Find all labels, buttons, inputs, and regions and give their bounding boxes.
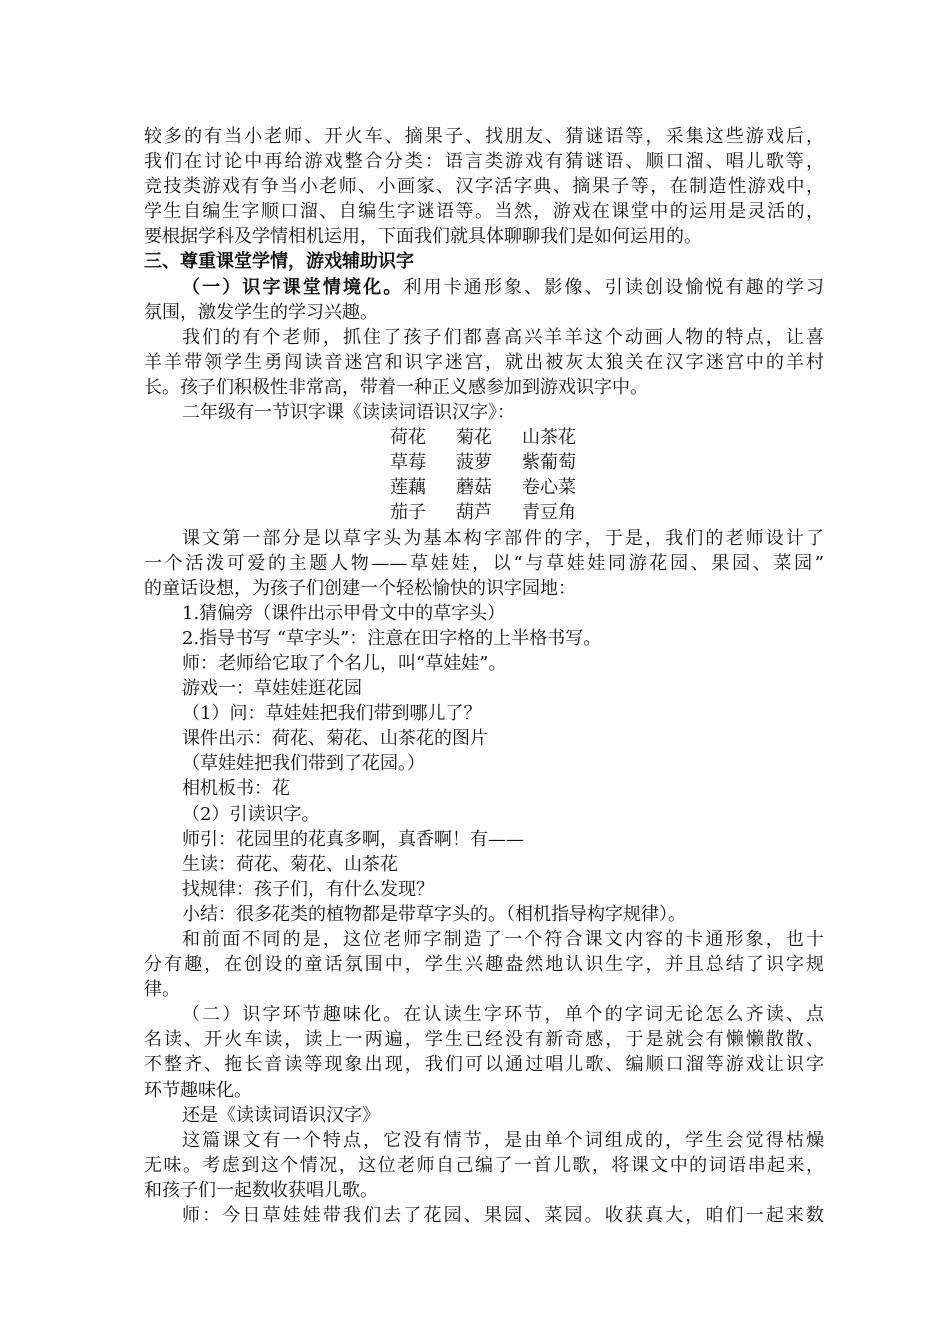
text-line: 师：今日草娃娃带我们去了花园、果园、菜园。收获真大，咱们一起来数 (182, 1205, 824, 1227)
subsection-title: （一）识字课堂情境化。 (182, 276, 404, 298)
subsection-line (144, 275, 824, 300)
text-line: 长。孩子们积极性非常高，带着一种正义感参加到游戏识字中。 (144, 376, 648, 398)
text-line: 名读、开火车读，读上一两遍，学生已经没有新奇感，于是就会有懒懒散散、 (144, 1029, 824, 1051)
text-line: 分有趣，在创设的童话氛围中，学生兴趣盎然地认识生字，并且总结了识字规 (144, 954, 824, 976)
vocab-word: 莲藕 (390, 477, 426, 499)
step-line: 生读：荷花、菊花、山茶花 (182, 853, 398, 875)
text-line: 氛围，激发学生的学习兴趣。 (144, 301, 378, 323)
text-line: 一个活泼可爱的主题人物——草娃娃，以“与草娃娃同游花园、果园、菜园” (144, 552, 824, 574)
text-line: 这篇课文有一个特点，它没有情节，是由单个词组成的，学生会觉得枯燥 (182, 1129, 824, 1151)
vocab-word: 蘑菇 (456, 477, 492, 499)
step-line: 相机板书：花 (182, 778, 290, 800)
step-line: 游戏一：草娃娃逛花园 (182, 678, 362, 700)
vocab-word: 青豆角 (522, 502, 576, 524)
step-line: （1）问：草娃娃把我们带到哪儿了？ (182, 703, 482, 725)
text-line: 和前面不同的是，这位老师字制造了一个符合课文内容的卡通形象，也十 (182, 929, 824, 950)
text-line: 较多的有当小老师、开火车、摘果子、找朋友、猜谜语等，采集这些游戏后， (144, 126, 824, 147)
text-line: 二年级有一节识字课《读读词语识汉字》： (182, 402, 515, 424)
step-line: （草娃娃把我们带到了花园。） (182, 753, 425, 775)
step-line: 1.猜偏旁（课件出示甲骨文中的草字头） (182, 602, 506, 624)
step-line: 课件出示：荷花、菊花、山茶花的图片 (182, 728, 488, 750)
vocab-word: 荷花 (390, 427, 426, 449)
vocab-word: 葫芦 (456, 502, 492, 524)
vocab-row (144, 425, 824, 450)
step-line: 找规律：孩子们，有什么发现？ (182, 878, 434, 900)
vocab-word: 茄子 (390, 502, 426, 524)
text-line: 我们在讨论中再给游戏整合分类：语言类游戏有猜谜语、顺口溜、唱儿歌等， (144, 151, 824, 173)
text-line: 环节趣味化。 (144, 1079, 252, 1101)
vocab-word: 草莓 (390, 452, 426, 474)
text-line: （二）识字环节趣味化。在认读生字环节，单个的字词无论怎么齐读、点 (182, 1004, 824, 1026)
text-line: 无味。考虑到这个情况，这位老师自己编了一首儿歌，将课文中的词语串起来， (144, 1154, 824, 1176)
text-line: 竞技类游戏有争当小老师、小画家、汉字活字典、摘果子等，在制造性游戏中， (144, 176, 824, 198)
vocab-row (144, 475, 824, 500)
step-line: （2）引读识字。 (182, 803, 320, 825)
vocab-word: 菠萝 (456, 452, 492, 474)
vocab-word: 菊花 (456, 427, 492, 449)
text-line: 的童话设想，为孩子们创建一个轻松愉快的识字园地： (144, 577, 576, 599)
text-line: 我们的有个老师，抓住了孩子们都喜高兴羊羊这个动画人物的特点，让喜 (182, 326, 824, 348)
vocab-word: 紫葡萄 (522, 452, 576, 474)
text-line: 要根据学科及学情相机运用，下面我们就具体聊聊我们是如何运用的。 (144, 226, 702, 248)
document-body (144, 124, 824, 1228)
text-line: 羊羊带领学生勇闯读音迷宫和识字迷宫，就出被灰太狼关在汉字迷宫中的羊村 (144, 351, 824, 373)
vocab-word: 山茶花 (522, 427, 576, 449)
step-line: 师：老师给它取了个名儿，叫“草娃娃”。 (182, 652, 507, 674)
text-line: 律。 (144, 979, 180, 1001)
subsection-text: 利用卡通形象、影像、引读创设愉悦有趣的学习 (403, 276, 825, 298)
step-line: 师引：花园里的花真多啊，真香啊！有—— (182, 828, 524, 850)
text-line: 不整齐、拖长音读等现象出现，我们可以通过唱儿歌、编顺口溜等游戏让识字 (144, 1054, 824, 1076)
text-line: 学生自编生字顺口溜、自编生字谜语等。当然，游戏在课堂中的运用是灵活的， (144, 201, 824, 223)
vocab-word: 卷心菜 (522, 477, 576, 499)
vocab-row (144, 500, 824, 525)
vocab-row (144, 450, 824, 475)
text-line: 和孩子们一起数收获唱儿歌。 (144, 1179, 378, 1201)
text-line: 还是《读读词语识汉字》 (182, 1104, 380, 1126)
section-heading: 三、尊重课堂学情，游戏辅助识字 (144, 251, 414, 273)
text-line: 课文第一部分是以草字头为基本构字部件的字，于是，我们的老师设计了 (182, 527, 824, 549)
step-line: 2.指导书写 “草字头”：注意在田字格的上半格书写。 (182, 627, 602, 649)
step-line: 小结：很多花类的植物都是带草字头的。（相机指导构字规律）。 (182, 903, 686, 925)
